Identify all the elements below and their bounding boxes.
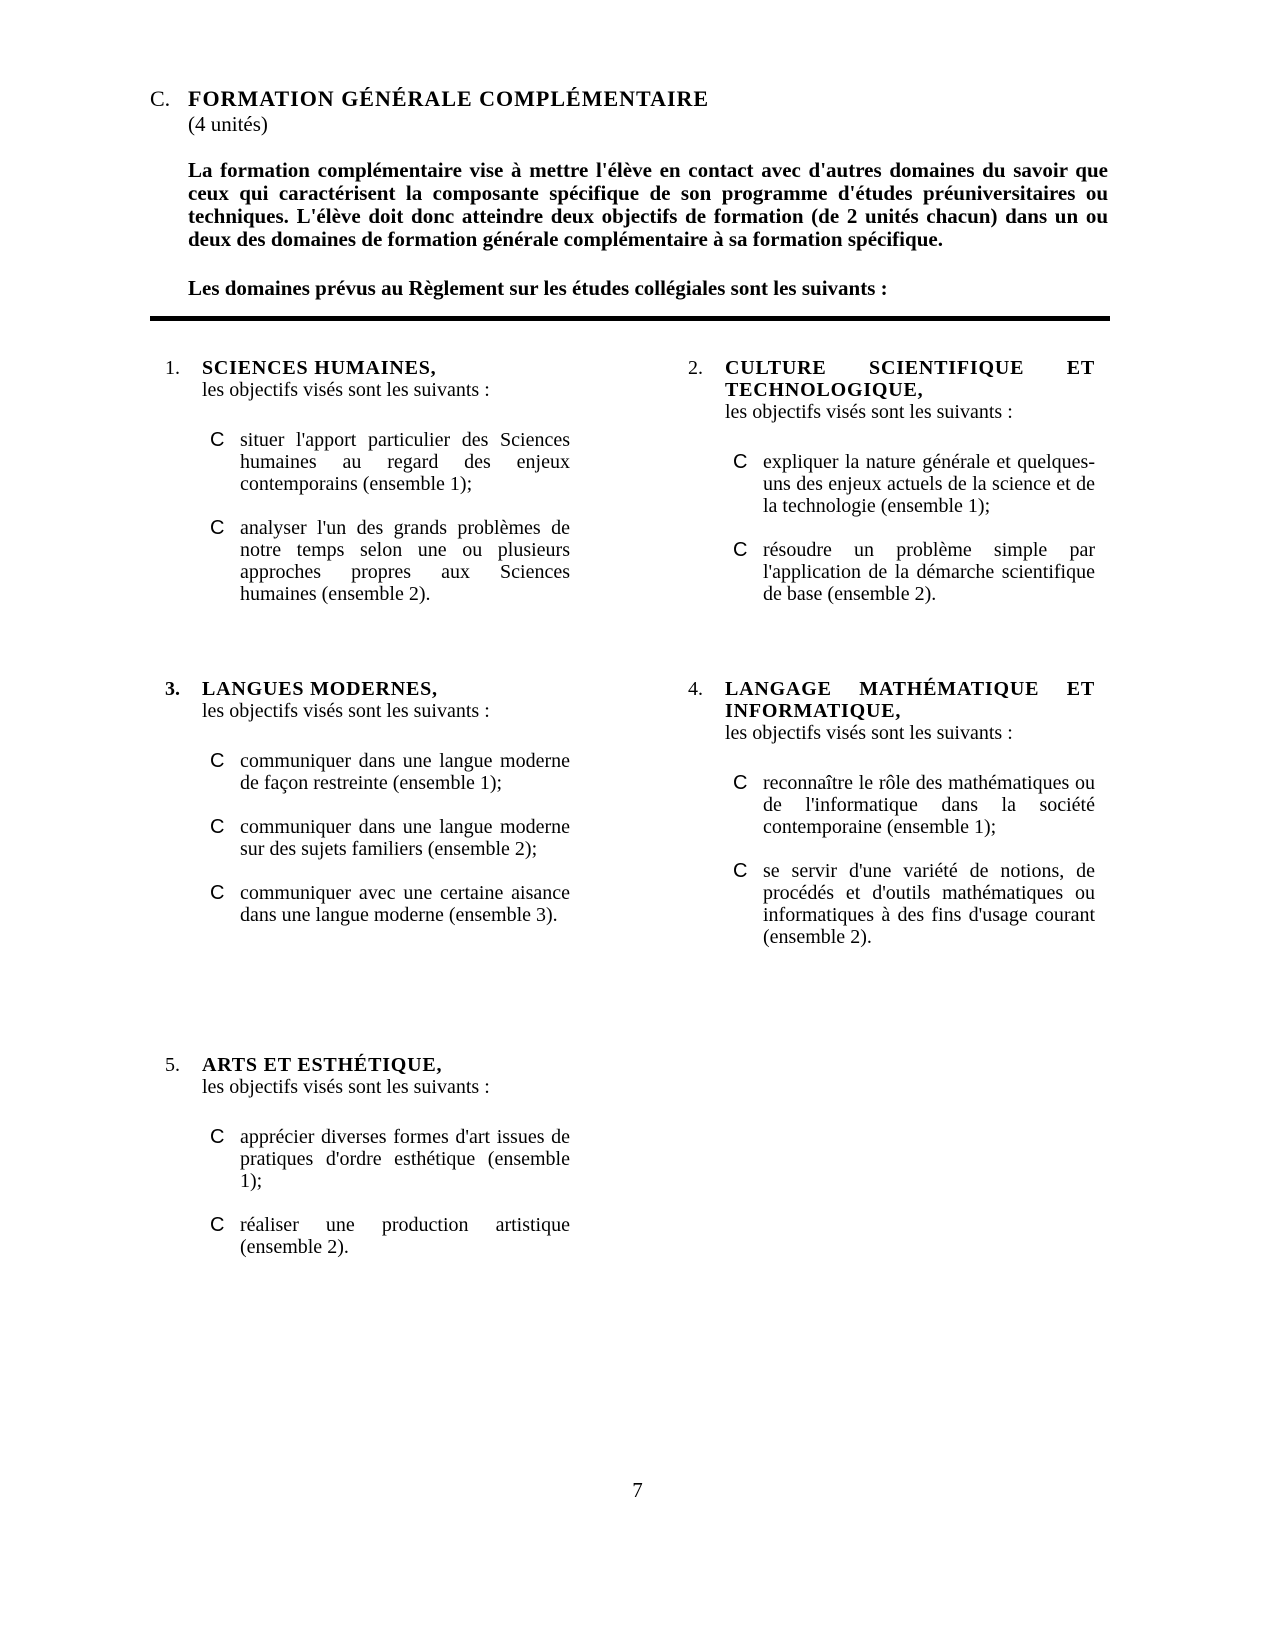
domain-title: LANGAGE MATHÉMATIQUE ET INFORMATIQUE, [725,678,1095,722]
objectives-list [202,1126,570,1258]
domain-subtitle: les objectifs visés sont les suivants : [725,401,1013,423]
bullet-marker: C [210,1214,225,1236]
domain-langues-modernes [165,678,570,998]
domain-arts-esthetique [165,1054,570,1258]
bullet-marker: C [733,860,748,882]
objective-item [725,539,1095,605]
domain-number: 5. [165,1054,180,1076]
domain-subtitle: les objectifs visés sont les suivants : [725,722,1013,744]
domain-subtitle: les objectifs visés sont les suivants : [202,379,490,401]
objective-text: communiquer dans une langue moderne sur des sujets familiers (ensemble 2); [240,816,570,860]
objective-item [202,517,570,605]
divider-rule [150,316,1110,321]
objective-text: analyser l'un des grands problèmes de notre temps selon une ou plusieurs approches propres aux Sciences humaines (ensemble 2). [240,517,570,605]
objective-text: situer l'apport particulier des Sciences humaines au regard des enjeux contemporains (ensemble 1); [240,429,570,495]
bullet-marker: C [210,750,225,772]
objective-text: résoudre un problème simple par l'application de la démarche scientifique de base (ensemble 2). [763,539,1095,605]
objective-item [725,772,1095,838]
bullet-marker: C [210,816,225,838]
bullet-marker: C [210,882,225,904]
bullet-marker: C [210,517,225,539]
bullet-marker: C [733,772,748,794]
objective-text: communiquer dans une langue moderne de façon restreinte (ensemble 1); [240,750,570,794]
domain-subtitle: les objectifs visés sont les suivants : [202,1076,490,1098]
objective-item [202,750,570,794]
objective-item [202,1214,570,1258]
domain-subtitle: les objectifs visés sont les suivants : [202,700,490,722]
domain-title: CULTURE SCIENTIFIQUE ET TECHNOLOGIQUE, [725,357,1095,401]
objective-item [202,816,570,860]
domains-grid [165,357,1275,1258]
section-units: (4 unités) [188,112,268,136]
objectives-list [202,750,570,926]
objective-item [202,882,570,926]
page-number: 7 [632,1478,643,1502]
section-header [150,86,1275,136]
domain-sciences-humaines [165,357,570,622]
domain-number: 2. [688,357,703,379]
page-title: FORMATION GÉNÉRALE COMPLÉMENTAIRE [188,86,710,111]
objective-text: se servir d'une variété de notions, de procédés et d'outils mathématiques ou informatiques à des fins d'usage courant (ensemble 2). [763,860,1095,948]
domain-title: ARTS ET ESTHÉTIQUE, [202,1054,443,1076]
bullet-marker: C [733,451,748,473]
domain-number: 3. [165,678,180,700]
objective-item [202,1126,570,1192]
domain-number: 4. [688,678,703,700]
objective-text: reconnaître le rôle des mathématiques ou de l'informatique dans la société contemporaine (ensemble 1); [763,772,1095,838]
bullet-marker: C [733,539,748,561]
domains-lead: Les domaines prévus au Règlement sur les études collégiales sont les suivants : [188,276,888,300]
domain-title: SCIENCES HUMAINES, [202,357,437,379]
objectives-list [725,451,1095,605]
domain-title: LANGUES MODERNES, [202,678,438,700]
objective-text: expliquer la nature générale et quelques-uns des enjeux actuels de la science et de la technologie (ensemble 1); [763,451,1095,517]
objective-item [725,860,1095,948]
objective-text: apprécier diverses formes d'art issues de pratiques d'ordre esthétique (ensemble 1); [240,1126,570,1192]
domain-langage-mathematique [688,678,1095,998]
intro-paragraph: La formation complémentaire vise à mettre l'élève en contact avec d'autres domaines du savoir que ceux qui caractérisent la composante spécifique de son programme d'études préuniversitaires ou techniques. L'élève doit donc atteindre deux objectifs de formation (de 2 unités chacun) dans un ou deux des domaines de formation générale complémentaire à sa formation spécifique. [188,158,1108,251]
section-marker: C. [150,86,171,111]
bullet-marker: C [210,429,225,451]
bullet-marker: C [210,1126,225,1148]
objectives-list [202,429,570,605]
domain-culture-scientifique [688,357,1095,622]
objective-text: communiquer avec une certaine aisance dans une langue moderne (ensemble 3). [240,882,570,926]
objective-item [202,429,570,495]
domain-number: 1. [165,357,180,379]
objective-item [725,451,1095,517]
objectives-list [725,772,1095,948]
objective-text: réaliser une production artistique (ensemble 2). [240,1214,570,1258]
